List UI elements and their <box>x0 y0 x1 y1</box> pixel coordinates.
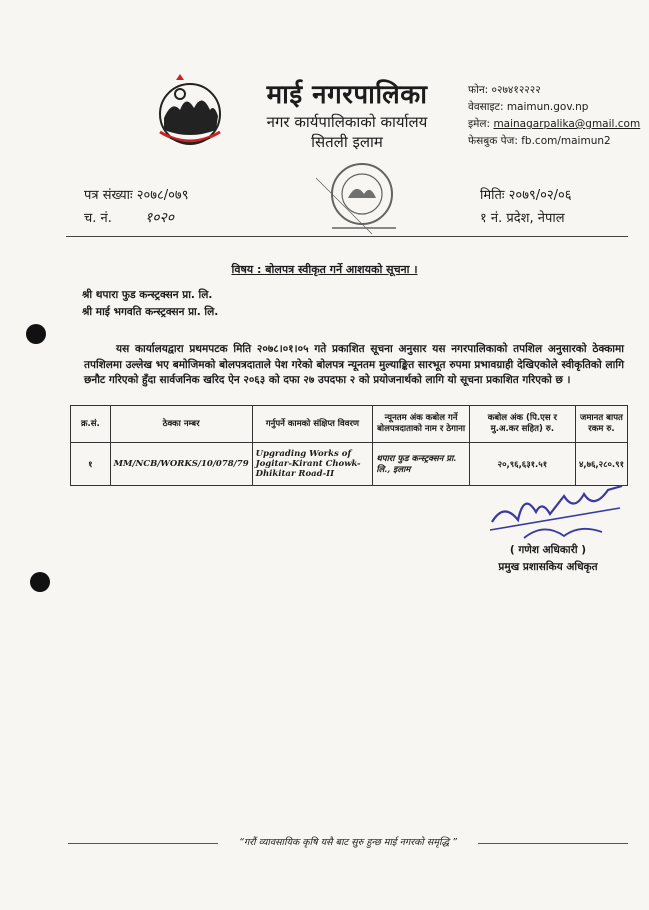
serial-number-cell: १ <box>71 443 111 486</box>
office-round-stamp <box>312 158 412 236</box>
letter-date: मितिः २०७९/०२/०६ <box>480 188 572 203</box>
addressee-item: श्री थपारा फुड कन्स्ट्रक्सन प्रा. लि. <box>82 289 213 301</box>
addressee-item: श्री माई भगवति कन्स्ट्रक्सन प्रा. लि. <box>82 306 219 318</box>
addressee-list <box>82 287 218 321</box>
column-header: क्र.सं. <box>71 406 111 443</box>
signatory-block <box>488 542 608 576</box>
contact-block <box>468 82 640 150</box>
province: १ नं. प्रदेश, नेपाल <box>480 211 565 226</box>
dispatch-number: १०२० <box>144 210 175 226</box>
dispatch-number-line <box>84 207 188 230</box>
footer-slogan: “गरौं व्यावसायिक कृषि यसै बाट सुरु हुन्छ माई नगरको समृद्धि ” <box>239 837 457 848</box>
description-cell: Upgrading Works of Jogitar-Kirant Chowk-Dhikitar Road-II <box>252 443 373 486</box>
punch-hole <box>26 324 46 344</box>
column-header: न्यूनतम अंक कबोल गर्ने बोलपत्रदाताको नाम र ठेगाना <box>373 406 470 443</box>
nepal-emblem-logo <box>150 70 230 152</box>
header-divider <box>66 236 628 237</box>
footer-rule-right <box>478 843 628 844</box>
letterhead-title <box>236 80 458 152</box>
column-header: कबोल अंक (पि.एस र मु.अ.कर सहित) रु. <box>469 406 575 443</box>
email-link[interactable]: mainagarpalika@gmail.com <box>493 118 641 130</box>
bidder-cell: थपारा फुड कन्स्ट्रक्सन प्रा. लि., इलाम <box>373 443 470 486</box>
email-line: इमेल: mainagarpalika@gmail.com <box>468 118 641 130</box>
municipality-name: माई नगरपालिका <box>266 80 428 110</box>
phone-line: फोन: ०२७४१२२२२ <box>468 84 541 96</box>
dispatch-label: च. नं. <box>84 211 112 226</box>
column-header: गर्नुपर्ने कामको संक्षिप्त विवरण <box>252 406 373 443</box>
office-name: नगर कार्यपालिकाको कार्यालय <box>266 113 428 131</box>
signatory-title: प्रमुख प्रशासकिय अधिकृत <box>498 561 598 573</box>
footer-rule-left <box>68 843 218 844</box>
date-block <box>480 184 572 230</box>
table-row <box>71 443 628 486</box>
award-table <box>70 405 628 486</box>
signatory-name: ( गणेश अधिकारी ) <box>509 544 587 556</box>
office-location: सितली इलाम <box>311 133 383 151</box>
security-amount-cell: ४,७६,२८०.९१ <box>575 443 627 486</box>
purple-name-stamp <box>501 565 629 712</box>
letter-number: पत्र संख्याः २०७८/०७९ <box>84 188 189 203</box>
column-header: जमानत बापत रकम रु. <box>575 406 627 443</box>
contract-number-cell: MM/NCB/WORKS/10/078/79 <box>110 443 252 486</box>
website-line: वेवसाइट: maimun.gov.np <box>468 101 589 113</box>
notice-body: यस कार्यालयद्वारा प्रथमपटक मिति २०७८।०१।०५ गते प्रकाशित सूचना अनुसार यस नगरपालिकाको तपशिल अनुसारको ठेक्कामा तपशिलमा उल्लेख भए बमोजिमको बोलपत्रदाताले पेश गरेको बोलपत्र न्यूनतम मुल्याङ्कित सारभूत रुपमा प्रभावग्राही देखिएकोले स्वीकृतिको लागि छनौट गरिएको हुँदा सार्वजनिक खरिद ऐन २०६३ को दफा २७ उपदफा २ को प्रयोजनार्थको लागि यो सूचना प्रकाशित गरिएको छ । <box>84 343 624 386</box>
table-header-row <box>71 406 628 443</box>
reference-block <box>84 184 188 230</box>
column-header: ठेक्का नम्बर <box>110 406 252 443</box>
handwritten-signature <box>484 482 628 544</box>
facebook-line: फेसबुक पेज: fb.com/maimun2 <box>468 135 611 147</box>
bid-amount-cell: २०,९६,६३१.५१ <box>469 443 575 486</box>
punch-hole <box>30 572 50 592</box>
subject-line: विषय : बोलपत्र स्वीकृत गर्ने आशयको सूचना । <box>231 263 418 276</box>
